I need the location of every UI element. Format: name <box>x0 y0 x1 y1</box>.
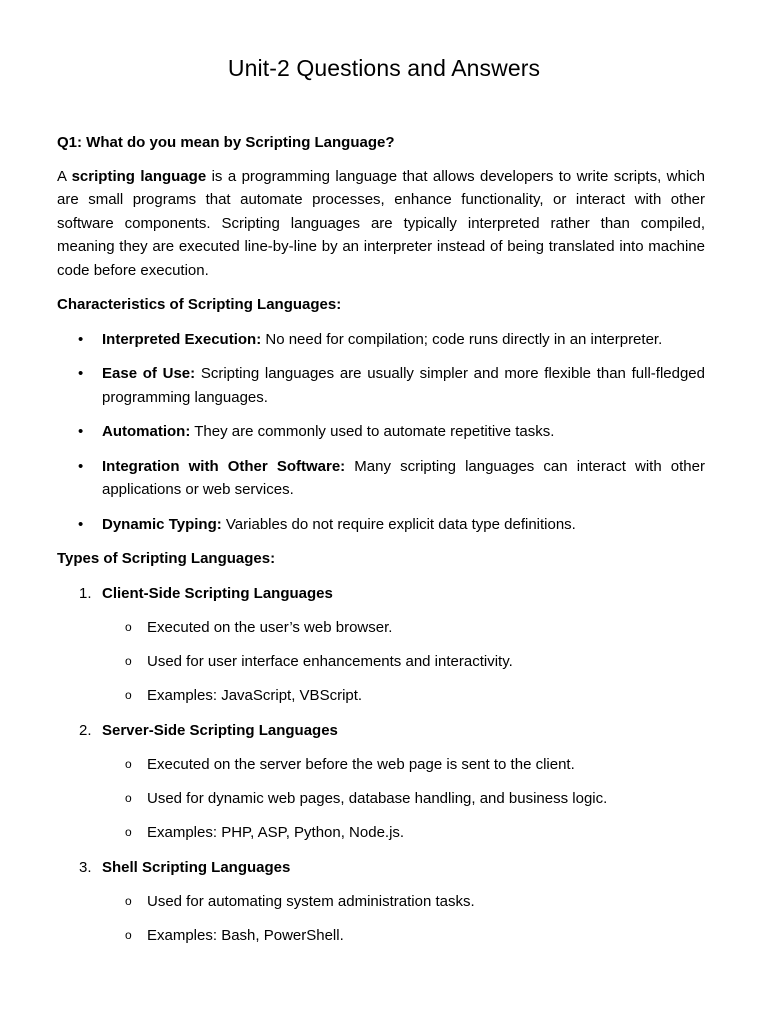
item-text: Scripting languages are usually simpler and more flexible than full-fledged programming languages. <box>102 365 705 406</box>
list-item <box>57 513 705 537</box>
item-label: Integration with Other Software: <box>102 457 346 475</box>
characteristics-heading: Characteristics of Scripting Languages: <box>57 296 342 313</box>
point-text: Examples: Bash, PowerShell. <box>147 927 344 944</box>
list-item <box>57 616 705 640</box>
type-points <box>57 753 705 845</box>
bullet-icon: • <box>78 515 84 533</box>
circle-bullet-icon: o <box>125 620 132 634</box>
list-item <box>57 684 705 708</box>
type-item <box>57 719 705 845</box>
item-label: Ease of Use: <box>102 365 196 382</box>
type-number: 3. <box>79 858 92 876</box>
list-item <box>57 420 705 444</box>
type-name: Shell Scripting Languages <box>102 858 291 876</box>
type-heading <box>57 582 705 606</box>
point-text: Used for user interface enhancements and interactivity. <box>147 653 513 670</box>
list-item <box>57 650 705 674</box>
circle-bullet-icon: o <box>125 894 132 908</box>
type-name: Server-Side Scripting Languages <box>102 721 338 739</box>
circle-bullet-icon: o <box>125 928 132 942</box>
type-points <box>57 890 705 948</box>
characteristics-list <box>57 328 705 537</box>
item-text: They are commonly used to automate repetitive tasks. <box>190 423 555 440</box>
circle-bullet-icon: o <box>125 825 132 839</box>
point-text: Executed on the user’s web browser. <box>147 619 393 636</box>
type-heading <box>57 719 705 743</box>
point-text: Used for automating system administration tasks. <box>147 893 475 910</box>
question-heading: Q1: What do you mean by Scripting Language? <box>57 134 395 151</box>
bullet-icon: • <box>78 457 84 475</box>
point-text: Used for dynamic web pages, database handling, and business logic. <box>147 790 608 807</box>
intro-prefix: A <box>57 167 72 185</box>
item-label: Automation: <box>102 423 191 440</box>
bullet-icon: • <box>78 330 84 348</box>
type-number: 2. <box>79 721 92 739</box>
item-text: Many scripting languages can interact with other applications or web services. <box>102 457 705 498</box>
point-text: Examples: JavaScript, VBScript. <box>147 687 363 704</box>
type-points <box>57 616 705 708</box>
list-item <box>57 924 705 948</box>
list-item <box>57 362 705 409</box>
point-text: Executed on the server before the web page is sent to the client. <box>147 756 575 773</box>
circle-bullet-icon: o <box>125 757 132 771</box>
list-item <box>57 455 705 502</box>
item-label: Dynamic Typing: <box>102 515 222 533</box>
type-item <box>57 582 705 708</box>
item-text: No need for compilation; code runs directly in an interpreter. <box>261 330 663 348</box>
intro-paragraph <box>57 165 705 283</box>
list-item <box>57 787 705 811</box>
circle-bullet-icon: o <box>125 688 132 702</box>
circle-bullet-icon: o <box>125 654 132 668</box>
list-item <box>57 821 705 845</box>
circle-bullet-icon: o <box>125 791 132 805</box>
list-item <box>57 328 705 352</box>
type-number: 1. <box>79 584 92 602</box>
point-text: Examples: PHP, ASP, Python, Node.js. <box>147 824 405 841</box>
item-text: Variables do not require explicit data type definitions. <box>221 515 576 533</box>
list-item <box>57 753 705 777</box>
document-body <box>57 131 705 959</box>
intro-term: scripting language <box>71 167 207 185</box>
bullet-icon: • <box>78 365 84 382</box>
types-heading: Types of Scripting Languages: <box>57 550 276 567</box>
types-list <box>57 582 705 948</box>
page-title: Unit-2 Questions and Answers <box>227 55 541 81</box>
item-label: Interpreted Execution: <box>102 330 262 348</box>
type-heading <box>57 856 705 880</box>
list-item <box>57 890 705 914</box>
bullet-icon: • <box>78 423 84 440</box>
type-name: Client-Side Scripting Languages <box>102 584 333 602</box>
intro-rest: is a programming language that allows developers to write scripts, which are small programs that automate processes, enhance functionality, or interact with other software components. Scripting languages are typically interpreted rather than compiled, meaning they are executed line-by-line by an interpreter instead of being translated into machine code before execution. <box>57 167 705 279</box>
type-item <box>57 856 705 948</box>
